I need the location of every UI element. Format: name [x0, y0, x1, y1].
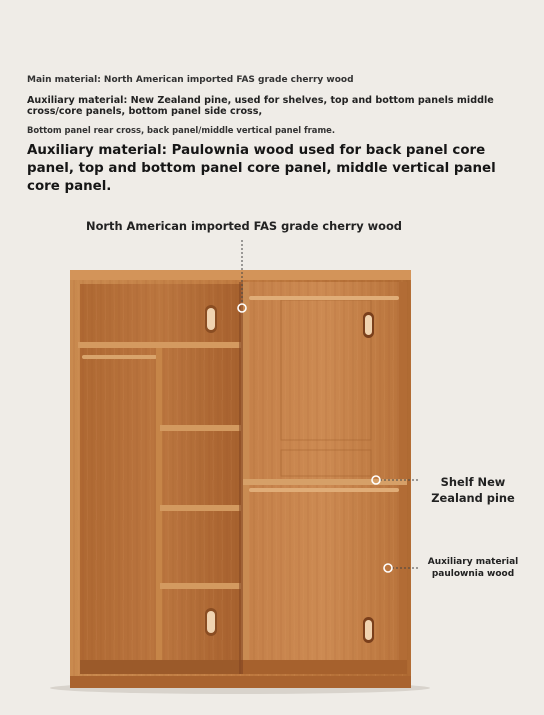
bottom-plinth [70, 676, 411, 688]
sliding-door [241, 282, 407, 674]
door-bottom-track [241, 660, 407, 674]
shelf [160, 583, 241, 589]
left-hanging-rail [82, 355, 157, 359]
callout-aux-line1: Auxiliary material [427, 557, 519, 567]
callout-shelf-label [418, 474, 528, 506]
callout-shelf-line1: Shelf New [440, 475, 506, 489]
callout-paulownia-label [418, 556, 528, 580]
top-panel [70, 270, 411, 280]
top-compartment-shelf [78, 342, 241, 348]
shelf [160, 425, 241, 431]
right-lower-rail [249, 488, 399, 492]
shelf [160, 505, 241, 511]
middle-shelf [243, 479, 407, 485]
callout-aux-line2: paulownia wood [431, 569, 515, 579]
callout-cherry-wood-label: North American imported FAS grade cherry wood [86, 219, 402, 233]
bottom-recess [80, 660, 241, 674]
left-interior [78, 284, 241, 674]
auxiliary-material-pine-continued-text: Bottom panel rear cross, back panel/middle vertical panel frame. [27, 125, 336, 135]
main-material-text: Main material: North American imported FAS grade cherry wood [27, 75, 354, 85]
callout-shelf-line2: Zealand pine [431, 491, 515, 505]
auxiliary-material-paulownia-text: Auxiliary material: Paulownia wood used for back panel core panel, top and bottom panel core panel, middle vertical panel core panel. [27, 143, 496, 194]
auxiliary-material-pine-text: Auxiliary material: New Zealand pine, used for shelves, top and bottom panels middle cross/core panels, bottom panel side cross, [27, 95, 494, 117]
right-upper-rail [249, 296, 399, 300]
